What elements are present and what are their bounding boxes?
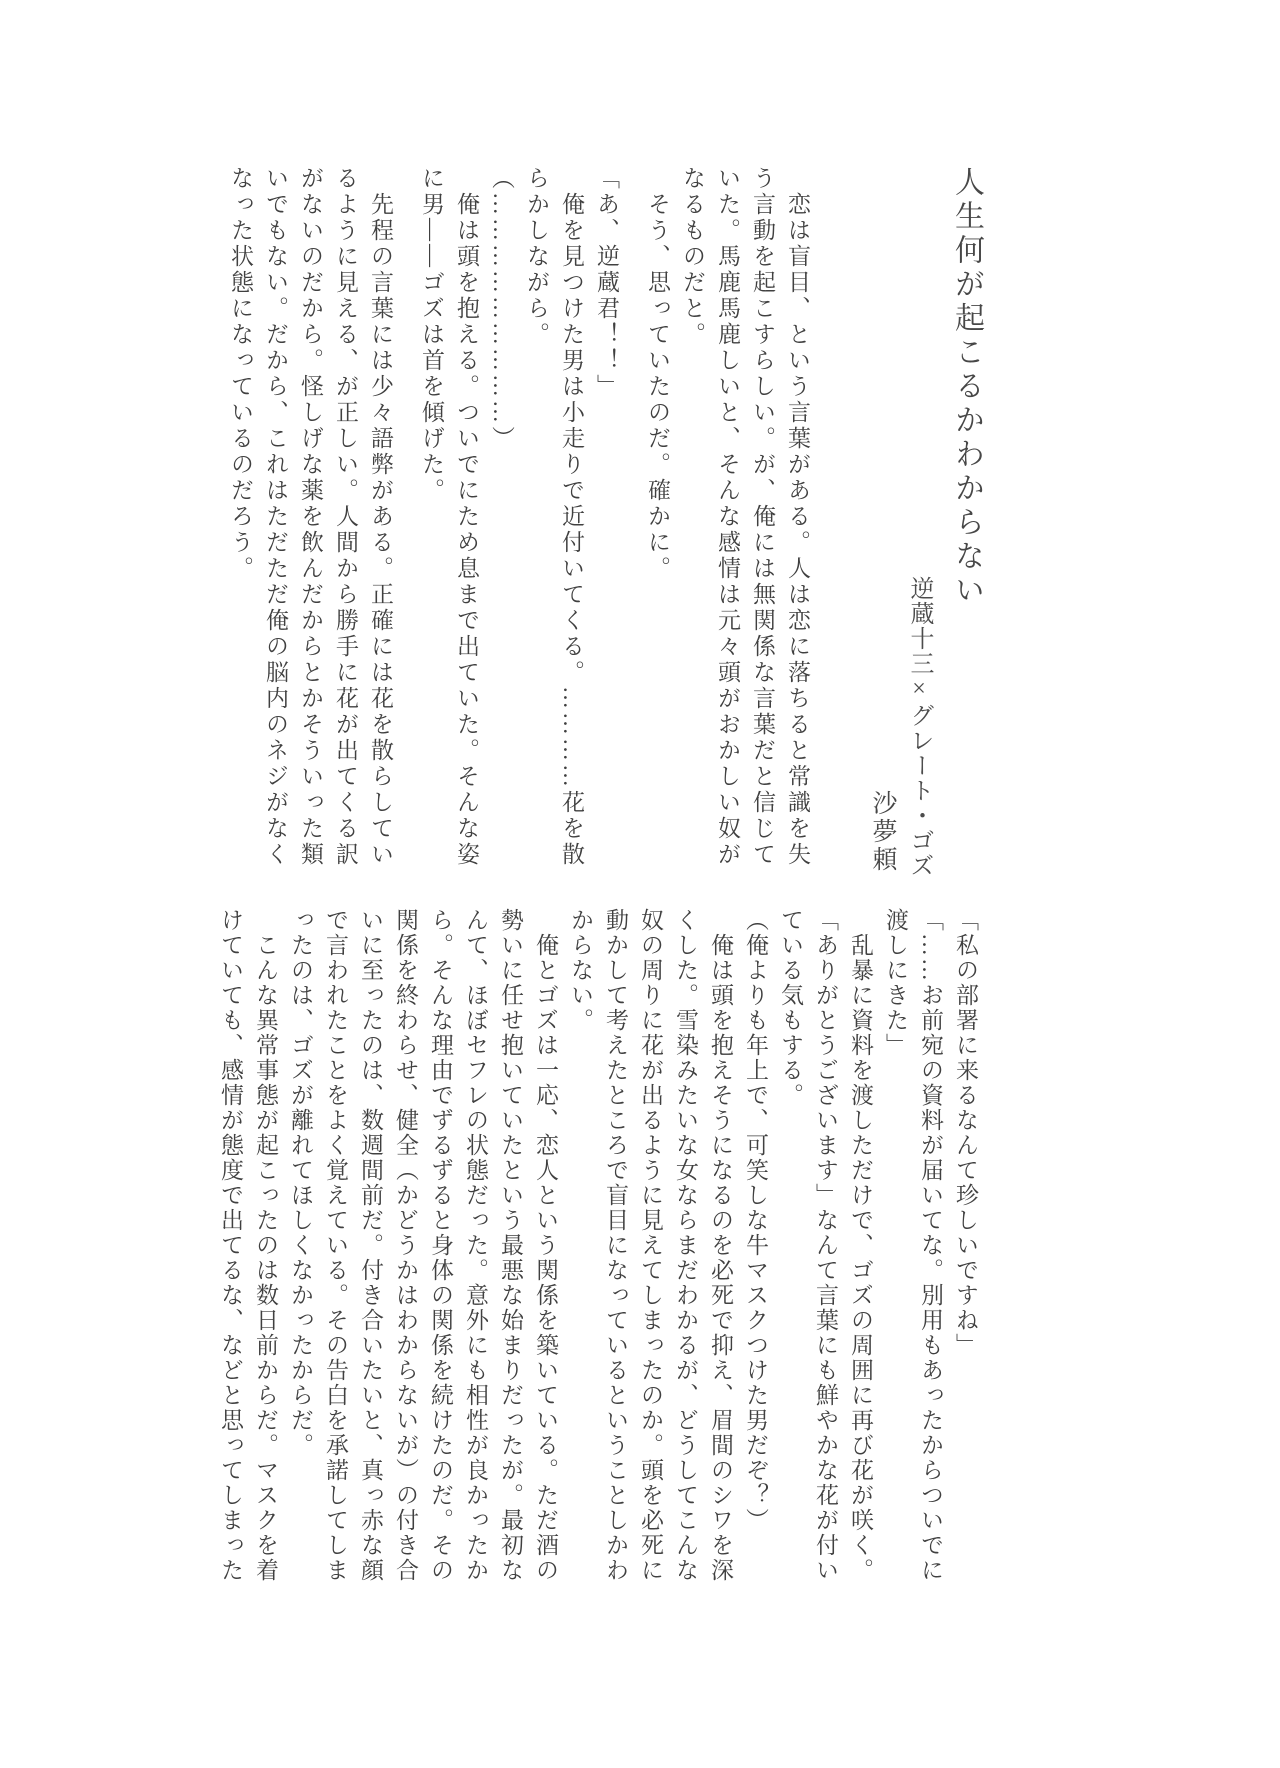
text-column: ている気もする。: [778, 908, 803, 1108]
text-column: 「ありがとうございます」なんて言葉にも鮮やかな花が付い: [813, 908, 838, 1583]
text-column: いに至ったのは、数週間前だ。付き合いたいと、真っ赤な顔: [358, 908, 383, 1583]
text-column: くした。雪染みたいな女ならまだわかるが、どうしてこんな: [673, 908, 698, 1583]
text-column: 関係を終わらせ、健全（かどうかはわからないが）の付き合: [393, 908, 418, 1583]
text-column: 乱暴に資料を渡しただけで、ゴズの周囲に再び花が咲く。: [848, 908, 873, 1583]
text-column: いた。馬鹿馬鹿しいと、そんな感情は元々頭がおかしい奴が: [715, 166, 740, 868]
pairing-credit: 逆蔵十三×グレート・ゴズ: [906, 576, 932, 878]
text-column: 「……お前宛の資料が届いてな。別用もあったからついでに: [918, 908, 943, 1583]
page1-text-body: [223, 166, 815, 878]
text-column: るように見える、が正しい。人間から勝手に花が出てくる訳: [333, 166, 358, 868]
text-column: ったのは、ゴズが離れてほしくなかったからだ。: [288, 908, 313, 1458]
text-column: で言われたことをよく覚えている。その告白を承諾してしま: [323, 908, 348, 1583]
text-column: いでもない。だから、これはただただ俺の脳内のネジがなく: [263, 166, 288, 868]
text-column: こんな異常事態が起こったのは数日前からだ。マスクを着: [253, 908, 278, 1583]
text-column: らかしながら。: [524, 166, 549, 348]
text-column: 恋は盲目、という言葉がある。人は恋に落ちると常識を失: [785, 166, 810, 868]
text-column: う言動を起こすらしい。が、俺には無関係な言葉だと信じて: [750, 166, 775, 868]
text-column: 奴の周りに花が出るように見えてしまったのか。頭を必死に: [638, 908, 663, 1583]
page-title: 人生何が起こるかわからない: [950, 166, 983, 608]
text-column: からない。: [568, 908, 593, 1033]
text-column: に男――ゴズは首を傾げた。: [419, 166, 444, 504]
text-column: 勢いに任せ抱いていたという最悪な始まりだったが。最初な: [498, 908, 523, 1583]
author-name: 沙夢頼: [869, 790, 896, 874]
text-column: 「私の部署に来るなんて珍しいですね」: [953, 908, 978, 1358]
text-column: なった状態になっているのだろう。: [228, 166, 253, 582]
text-column: 動かして考えたところで盲目になっているということしかわ: [603, 908, 628, 1583]
text-column: 俺とゴズは一応、恋人という関係を築いている。ただ酒の: [533, 908, 558, 1583]
text-column: 俺は頭を抱える。ついでにため息まで出ていた。そんな姿: [454, 166, 479, 868]
text-column: けていても、感情が態度で出てるな、などと思ってしまった: [218, 908, 243, 1583]
text-column: がないのだから。怪しげな薬を飲んだからとかそういった類: [298, 166, 323, 868]
text-column: んて、ほぼセフレの状態だった。意外にも相性が良かったか: [463, 908, 488, 1583]
text-column: 渡しにきた」: [883, 908, 908, 1058]
page2-text-body: [213, 908, 983, 1598]
text-column: （………………………）: [489, 166, 514, 452]
text-column: ら。そんな理由でずるずると身体の関係を続けたのだ。その: [428, 908, 453, 1583]
text-column: 俺を見つけた男は小走りで近付いてくる。…………花を散: [559, 166, 584, 868]
text-column: そう、思っていたのだ。確かに。: [645, 166, 670, 582]
text-column: 先程の言葉には少々語弊がある。正確には花を散らしてい: [368, 166, 393, 868]
text-column: なるものだと。: [680, 166, 705, 348]
text-column: 俺は頭を抱えそうになるのを必死で抑え、眉間のシワを深: [708, 908, 733, 1583]
text-column: （俺よりも年上で、可笑しな牛マスクつけた男だぞ？）: [743, 908, 768, 1533]
text-column: 「あ、逆蔵君！！」: [594, 166, 619, 400]
